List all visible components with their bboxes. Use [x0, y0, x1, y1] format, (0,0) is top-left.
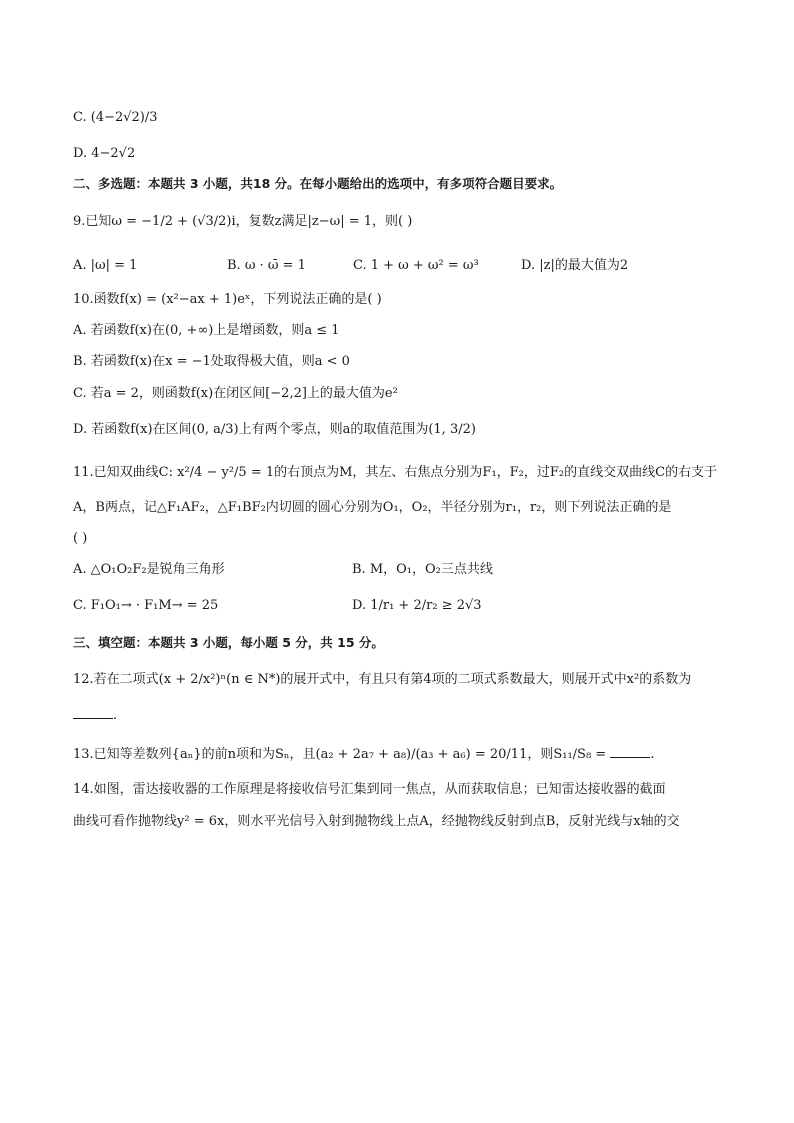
- q12-tail: .: [113, 708, 118, 723]
- q12-answer-blank[interactable]: [73, 706, 113, 719]
- q11-stem-line3: ( ): [73, 531, 88, 546]
- q10-stem: 10.函数f(x) = (x²−ax + 1)eˣ，下列说法正确的是( ): [73, 292, 382, 307]
- section2-header: 二、多选题：本题共 3 小题，共18 分。在每小题给出的选项中，有多项符合题目要求。: [73, 176, 563, 191]
- q12-stem: 12.若在二项式(x + 2/x²)ⁿ(n ∈ N*)的展开式中，有且只有第4项的二项式系数最大，则展开式中x²的系数为: [73, 672, 692, 687]
- q10-option-c: C. 若a = 2，则函数f(x)在闭区间[−2,2]上的最大值为e²: [73, 386, 398, 401]
- q14-line1: 14.如图，雷达接收器的工作原理是将接收信号汇集到同一焦点，从而获取信息；已知雷达接收器的截面: [73, 782, 666, 797]
- q14-line2: 曲线可看作抛物线y² = 6x，则水平光信号入射到抛物线上点A，经抛物线反射到点B，反射光线与x轴的交: [73, 814, 680, 829]
- q11-option-d: D. 1/r₁ + 2/r₂ ≥ 2√3: [352, 598, 482, 613]
- q9-option-d: D. |z|的最大值为2: [521, 258, 629, 273]
- q13-answer-blank[interactable]: [610, 745, 650, 758]
- q11-stem-line2: A，B两点，记△F₁AF₂，△F₁BF₂内切圆的圆心分别为O₁，O₂，半径分别为r₁，r₂，则下列说法正确的是: [73, 500, 672, 515]
- option-c-prev: C. (4−2√2)/3: [73, 110, 158, 125]
- q10-option-d: D. 若函数f(x)在区间(0, a/3)上有两个零点，则a的取值范围为(1, 3/2): [73, 422, 476, 437]
- section3-header: 三、填空题：本题共 3 小题，每小题 5 分，共 15 分。: [73, 635, 384, 650]
- q11-option-b: B. M，O₁，O₂三点共线: [352, 562, 493, 577]
- q11-stem-line1: 11.已知双曲线C: x²/4 − y²/5 = 1的右顶点为M，其左、右焦点分别为F₁，F₂，过F₂的直线交双曲线C的右支于: [73, 465, 718, 480]
- q13-line: [73, 745, 734, 765]
- q10-option-b: B. 若函数f(x)在x = −1处取得极大值，则a < 0: [73, 354, 350, 369]
- q13-stem: 13.已知等差数列{aₙ}的前n项和为Sₙ，且(a₂ + 2a₇ + a₈)/(a₃ + a₆) = 20/11，则S₁₁/S₈ =: [73, 747, 607, 762]
- q9-option-a: A. |ω| = 1: [73, 258, 138, 273]
- q9-stem: 9.已知ω = −1/2 + (√3/2)i，复数z满足|z−ω| = 1，则( ): [73, 214, 413, 229]
- q13-tail: .: [650, 747, 655, 762]
- q11-option-c: C. F₁O₁→ · F₁M→ = 25: [73, 598, 219, 613]
- q12-answer-line: [73, 706, 734, 726]
- q9-option-c: C. 1 + ω + ω² = ω³: [353, 258, 479, 273]
- q9-option-b: B. ω · ω̄ = 1: [227, 258, 306, 273]
- q10-option-a: A. 若函数f(x)在(0, +∞)上是增函数，则a ≤ 1: [73, 323, 340, 338]
- option-d-prev: D. 4−2√2: [73, 146, 136, 161]
- q11-option-a: A. △O₁O₂F₂是锐角三角形: [73, 562, 225, 577]
